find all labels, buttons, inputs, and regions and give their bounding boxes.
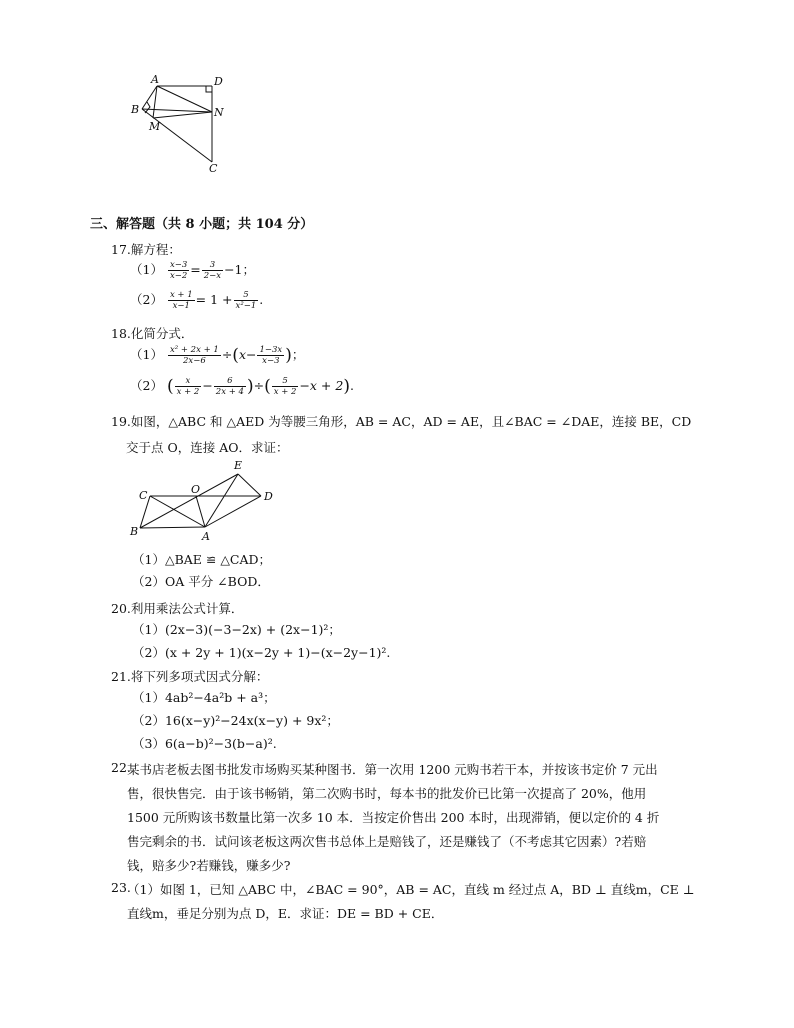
q22-line-1: 某书店老板去图书批发市场购买某种图书．第一次用 1200 元购书若干本，并按该书定价 7 元出 bbox=[127, 762, 658, 777]
fig2-label-E: E bbox=[234, 459, 243, 472]
q20-heading: 20.利用乘法公式计算． bbox=[111, 601, 244, 616]
q22-line-5: 钱，赔多少?若赚钱，赚多少? bbox=[127, 858, 291, 873]
q18-heading bbox=[111, 324, 193, 342]
q18-part-1: （1） $\frac{\text{x² + 2x + 1}}{2x-6}$ ÷(x− $\frac{1-3x}{x-3}$ )； bbox=[130, 345, 305, 366]
fig2-label-C: C bbox=[139, 489, 148, 502]
fig2-label-O: O bbox=[191, 483, 201, 496]
q21-part-1: （1）4ab²−4a²b + a³； bbox=[132, 690, 276, 705]
fraction: $\frac{5}{\text{x²−1}}$ bbox=[235, 290, 257, 311]
q17-number: 17. bbox=[111, 242, 131, 257]
q17-heading bbox=[111, 240, 181, 258]
q17-part-2: （2） $\frac{x + 1}{x-1}$ = 1 + $\frac{5}{\text{x²−1}}$ . bbox=[130, 290, 264, 311]
q19-line-2: 交于点 O，连接 AO．求证： bbox=[126, 440, 289, 455]
fraction: $\frac{x-3}{x-2}$ bbox=[169, 260, 188, 281]
fig1-label-C: C bbox=[209, 162, 218, 175]
q22-line-3: 1500 元所购该书数量比第一次多 10 本．当按定价售出 200 本时，出现滞销，便以定价的 4 折 bbox=[127, 810, 660, 825]
q23-line-2: 直线m，垂足分别为点 D，E．求证：DE = BD + CE． bbox=[127, 906, 444, 921]
fraction: $\frac{1-3x}{x-3}$ bbox=[259, 345, 283, 366]
q20-part-2: （2）(x + 2y + 1)(x−2y + 1)−(x−2y−1)². bbox=[132, 645, 391, 660]
q21-heading: 21.将下列多项式因式分解： bbox=[111, 669, 269, 684]
fig1-label-A: A bbox=[151, 73, 159, 86]
fraction: $\frac{5}{x + 2}$ bbox=[273, 376, 297, 397]
fig1-label-B: B bbox=[131, 103, 140, 116]
fraction: $\frac{x + 1}{x-1}$ bbox=[169, 290, 193, 311]
fig1-label-N: N bbox=[214, 106, 224, 119]
fig1-label-D: D bbox=[214, 75, 223, 88]
q23-line-1: （1）如图 1，已知 △ABC 中，∠BAC = 90°，AB = AC，直线 m 经过点 A，BD ⊥ 直线m，CE ⊥ bbox=[127, 882, 695, 897]
geometry-figure-2 bbox=[128, 455, 288, 545]
q19-part-1: （1）△BAE ≌ △CAD； bbox=[132, 552, 272, 567]
q18-number: 18. bbox=[111, 326, 131, 341]
q22-line-4: 售完剩余的书．试问该老板这两次售书总体上是赔钱了，还是赚钱了（不考虑其它因素）?若赔 bbox=[127, 834, 647, 849]
q22-line-2: 售，很快售完．由于该书畅销，第二次购书时，每本书的批发价已比第一次提高了 20%，他用 bbox=[127, 786, 647, 801]
fraction: $\frac{6}{2x + 4}$ bbox=[215, 376, 244, 397]
fraction: $\frac{\text{x² + 2x + 1}}{2x-6}$ bbox=[169, 345, 219, 366]
q20-part-1: （1）(2x−3)(−3−2x) + (2x−1)²； bbox=[132, 622, 341, 637]
q23-number: 23. bbox=[111, 880, 131, 895]
q17-part-1: （1） $\frac{x-3}{x-2}$ = $\frac{3}{2-x}$ −1； bbox=[130, 260, 256, 281]
q22-number: 22. bbox=[111, 760, 131, 775]
fraction: $\frac{3}{2-x}$ bbox=[203, 260, 222, 281]
q18-part-2: （2） ( $\frac{x}{x + 2}$ − $\frac{6}{2x + 4}$ )÷( $\frac{5}{x + 2}$ −x + 2). bbox=[130, 376, 354, 397]
q17-title: 解方程： bbox=[130, 242, 181, 257]
q21-part-2: （2）16(x−y)²−24x(x−y) + 9x²； bbox=[132, 713, 339, 728]
q18-title: 化简分式． bbox=[130, 326, 194, 341]
fig2-label-D: D bbox=[264, 490, 273, 503]
q21-part-3: （3）6(a−b)²−3(b−a)². bbox=[132, 736, 277, 751]
fig2-label-B: B bbox=[130, 525, 139, 538]
section-title: 三、解答题（共 8 小题；共 104 分） bbox=[90, 217, 314, 232]
geometry-figure-1 bbox=[125, 72, 235, 182]
fig2-label-A: A bbox=[202, 530, 210, 543]
q19-line-1: 19.如图，△ABC 和 △AED 为等腰三角形，AB = AC，AD = AE，且∠BAC = ∠DAE，连接 BE，CD bbox=[111, 414, 692, 429]
fig1-label-M: M bbox=[149, 120, 161, 133]
q19-part-2: （2）OA 平分 ∠BOD． bbox=[132, 574, 270, 589]
fraction: $\frac{x}{x + 2}$ bbox=[176, 376, 200, 397]
